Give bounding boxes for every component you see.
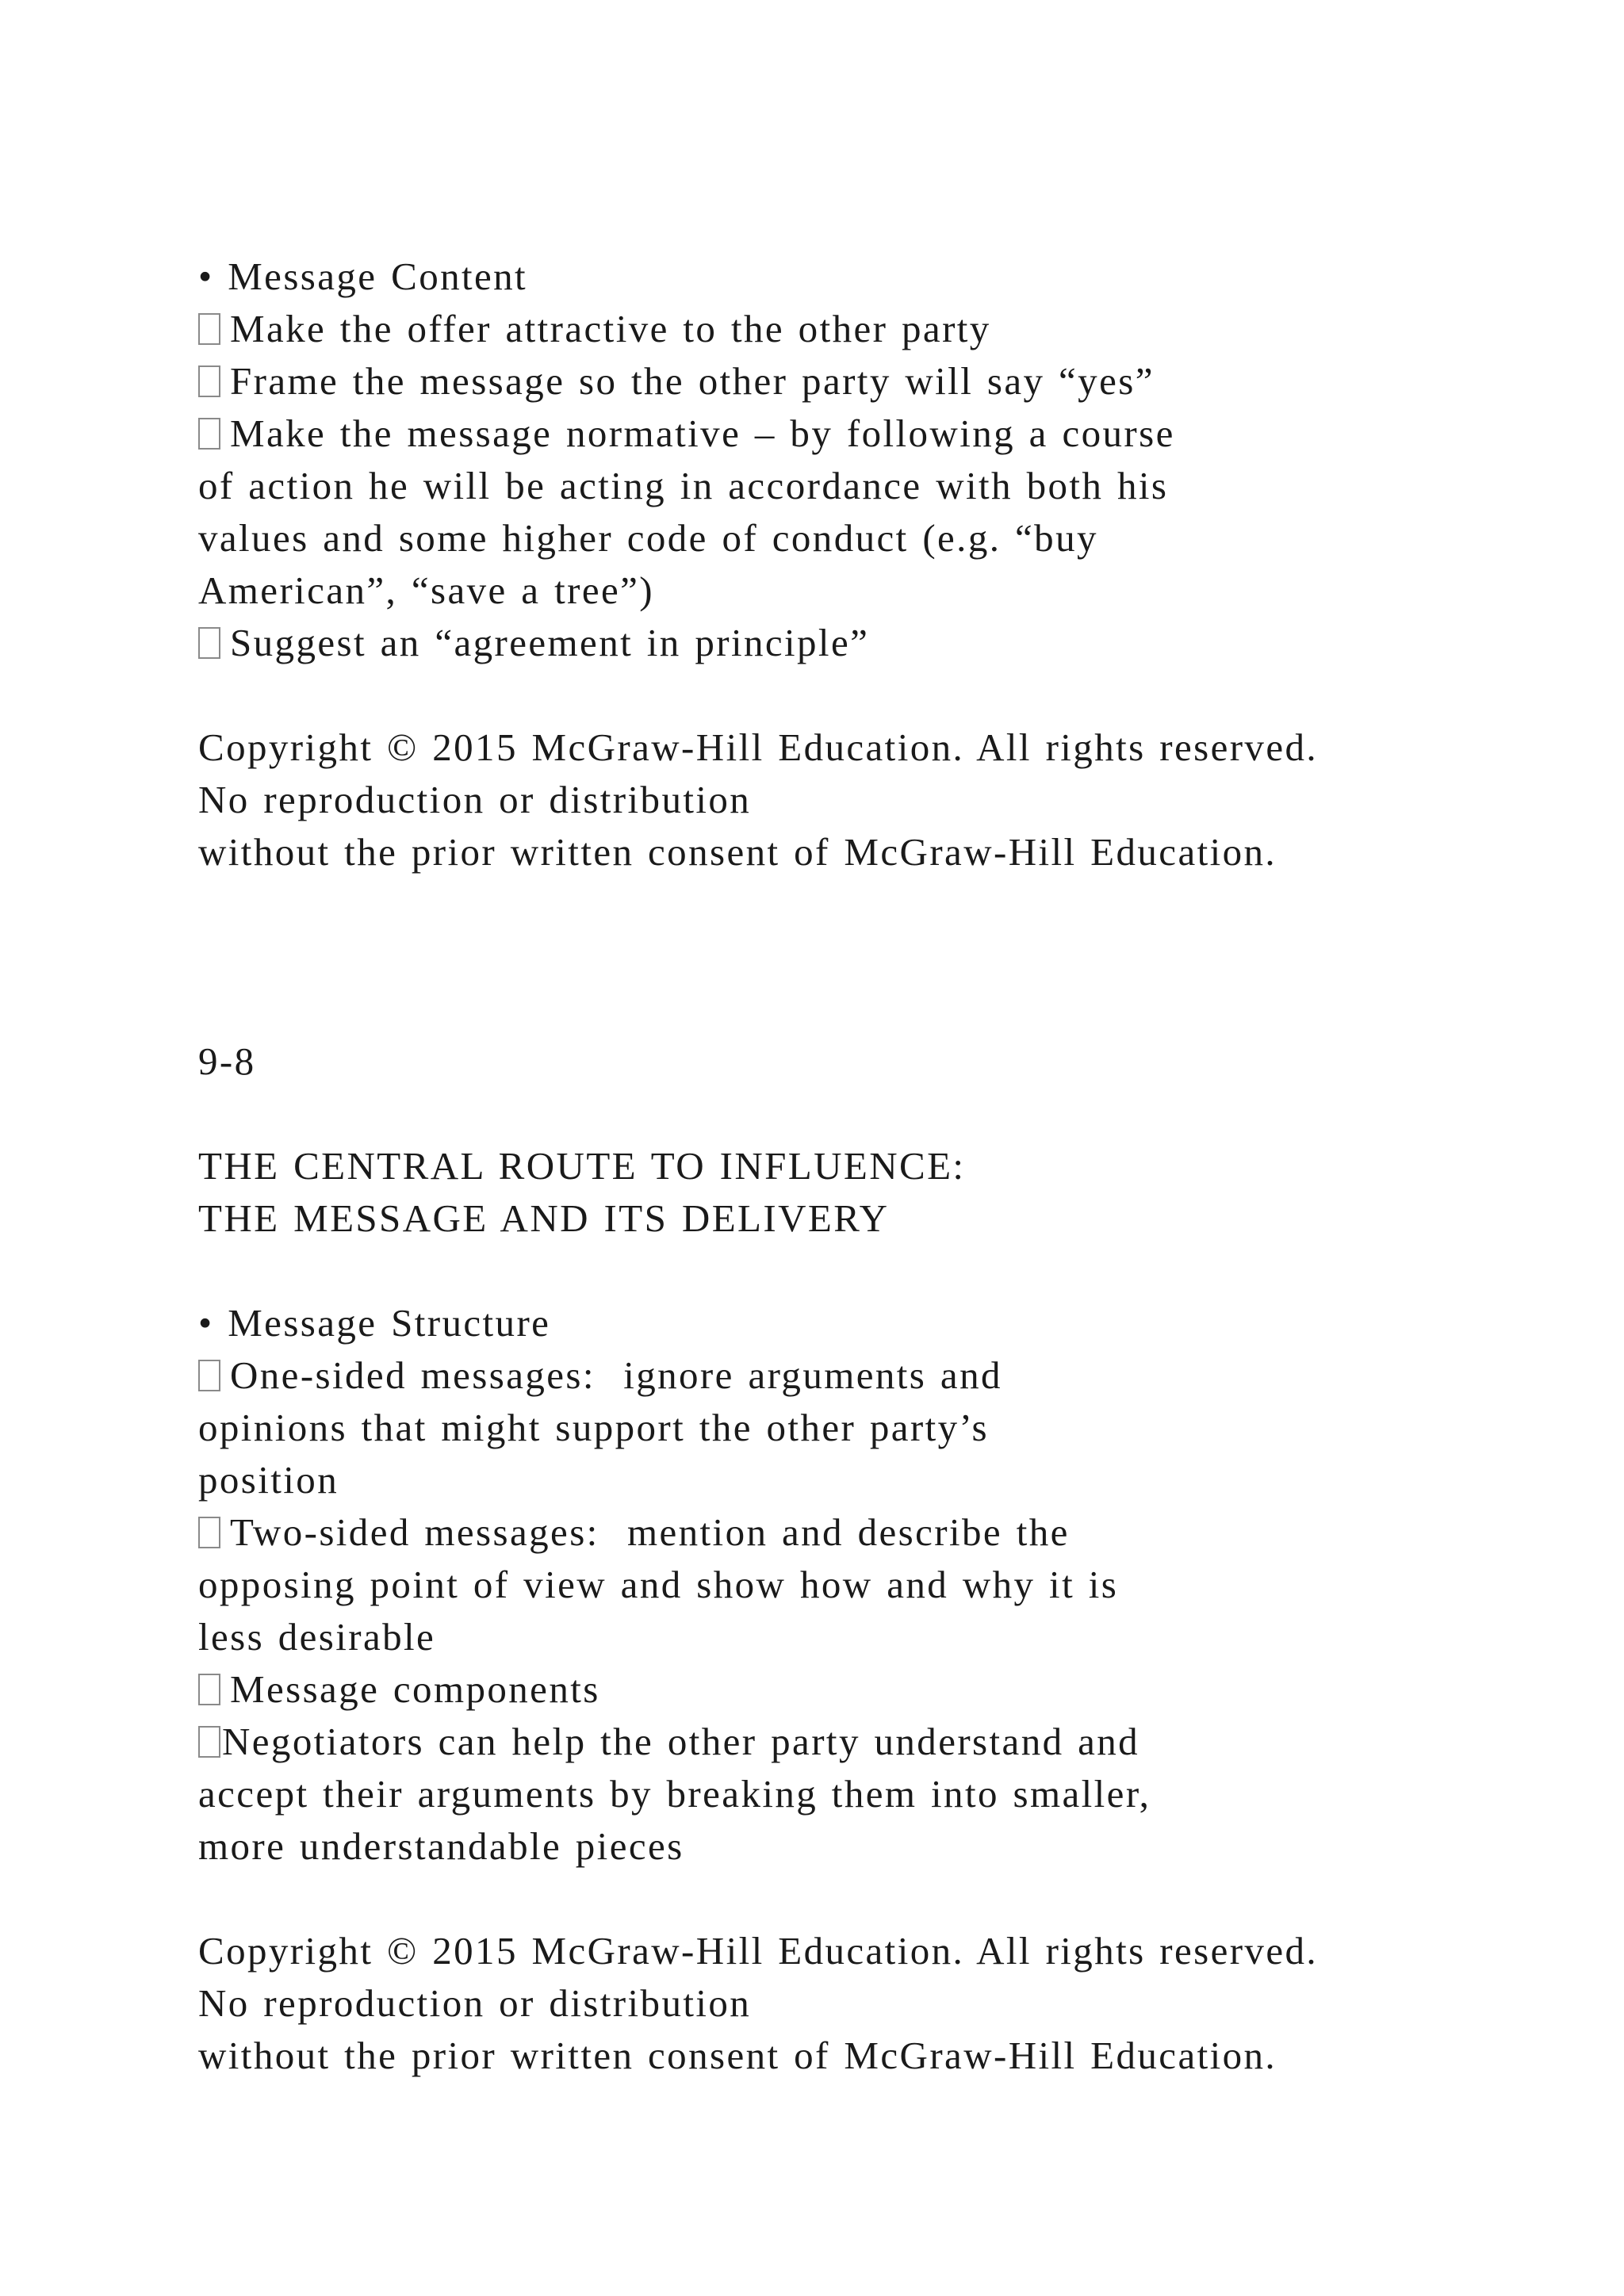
spacer <box>198 669 1594 721</box>
missing-glyph-icon <box>198 1360 220 1391</box>
copyright-line: No reproduction or distribution <box>198 1981 752 2025</box>
copyright-line: No reproduction or distribution <box>198 778 752 821</box>
list-item: Frame the message so the other party will say “yes” <box>198 355 1594 408</box>
missing-glyph-icon <box>198 418 220 450</box>
missing-glyph-icon <box>198 365 220 397</box>
list-item: Suggest an “agreement in principle” <box>198 617 1594 669</box>
slide-number: 9-8 <box>198 1039 256 1083</box>
slide-title: THE CENTRAL ROUTE TO INFLUENCE: <box>198 1144 966 1188</box>
missing-glyph-icon <box>198 1674 220 1705</box>
text-line: opinions that might support the other party’s <box>198 1406 990 1449</box>
slide-title: THE MESSAGE AND ITS DELIVERY <box>198 1196 890 1240</box>
text-line: American”, “save a tree”) <box>198 568 654 612</box>
text-line: of action he will be acting in accordance with both his <box>198 464 1169 507</box>
missing-glyph-icon <box>198 627 220 659</box>
copyright-line: Copyright © 2015 McGraw-Hill Education. All rights reserved. <box>198 1929 1319 1973</box>
spacer <box>198 878 1594 1035</box>
text-line: position <box>198 1458 339 1502</box>
document-text <box>198 251 1594 2082</box>
text-line: more understandable pieces <box>198 1824 684 1868</box>
copyright-line: without the prior written consent of McGraw-Hill Education. <box>198 830 1277 874</box>
text-line: less desirable <box>198 1615 436 1659</box>
list-item: Negotiators can help the other party understand and <box>198 1716 1594 1768</box>
copyright-line: without the prior written consent of McGraw-Hill Education. <box>198 2034 1277 2077</box>
section-heading-message-content: • Message Content <box>198 254 528 298</box>
text-line: opposing point of view and show how and why it is <box>198 1563 1119 1606</box>
copyright-line: Copyright © 2015 McGraw-Hill Education. All rights reserved. <box>198 725 1319 769</box>
text-line: values and some higher code of conduct (e.g. “buy <box>198 516 1098 560</box>
text-line: accept their arguments by breaking them into smaller, <box>198 1772 1151 1816</box>
missing-glyph-icon <box>198 1517 220 1548</box>
missing-glyph-icon <box>198 313 220 345</box>
list-item: Two-sided messages: mention and describe the <box>198 1506 1594 1559</box>
section-heading-message-structure: • Message Structure <box>198 1301 551 1345</box>
missing-glyph-icon <box>198 1726 220 1758</box>
list-item: Message components <box>198 1663 1594 1716</box>
list-item: One-sided messages: ignore arguments and <box>198 1349 1594 1402</box>
spacer <box>198 1088 1594 1140</box>
spacer <box>198 1873 1594 1925</box>
list-item: Make the message normative – by following a course <box>198 408 1594 460</box>
list-item: Make the offer attractive to the other party <box>198 303 1594 355</box>
spacer <box>198 1245 1594 1297</box>
